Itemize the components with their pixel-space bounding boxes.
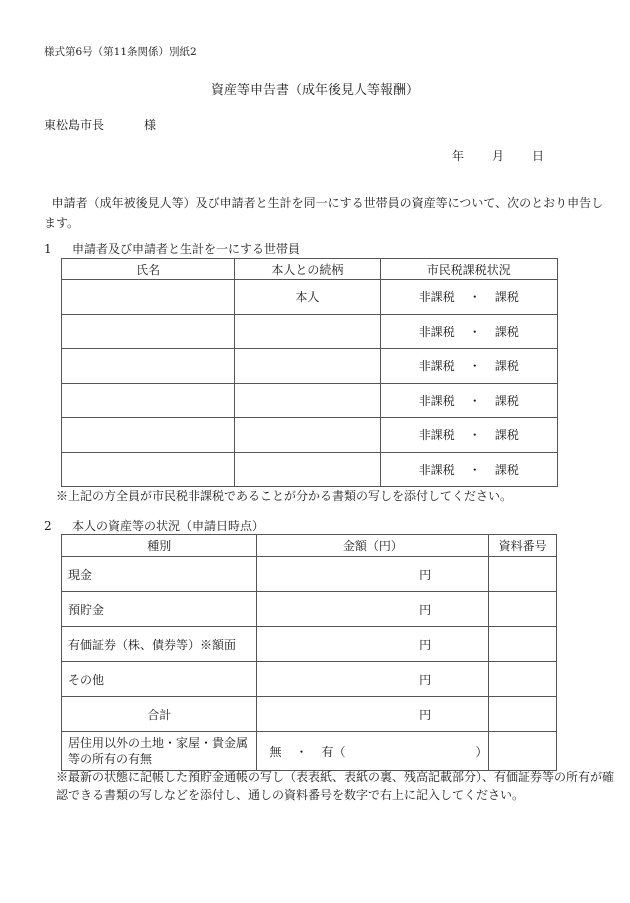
name-cell[interactable] (62, 383, 235, 418)
doc-number-cell[interactable] (489, 592, 557, 627)
name-cell[interactable] (62, 280, 235, 315)
table-row (62, 280, 558, 315)
tax-status-cell (380, 452, 557, 487)
property-presence-field[interactable] (257, 732, 489, 771)
option-non-taxable[interactable]: 非課税 (418, 324, 455, 339)
property-label: 居住用以外の土地・家屋・貴金属等の所有の有無 (62, 732, 257, 771)
col-header-doc-number: 資料番号 (489, 535, 557, 557)
household-table (61, 258, 558, 487)
table-row (62, 557, 557, 592)
col-header-amount: 金額（円） (257, 535, 489, 557)
kind-cell: 合計 (62, 697, 257, 732)
date-year-label: 年 (452, 149, 465, 163)
name-cell[interactable] (62, 349, 235, 384)
separator-dot: ・ (468, 324, 481, 339)
option-non-taxable[interactable]: 非課税 (418, 428, 455, 443)
table-row (62, 418, 558, 453)
kind-cell: 預貯金 (62, 592, 257, 627)
separator-dot: ・ (295, 744, 308, 759)
option-taxable[interactable]: 課税 (494, 393, 519, 408)
relation-cell[interactable] (235, 452, 380, 487)
table-row (62, 383, 558, 418)
intro-text (44, 193, 604, 233)
option-yes[interactable]: 有 (321, 744, 334, 759)
form-number: 様式第6号（第11条関係）別紙2 (44, 46, 197, 58)
date-day-label: 日 (532, 149, 545, 163)
section1-note: ※上記の方全員が市民税非課税であることが分かる書類の写しを添付してください。 (56, 489, 513, 503)
amount-cell[interactable] (257, 697, 489, 732)
separator-dot: ・ (468, 428, 481, 443)
kind-cell: その他 (62, 662, 257, 697)
section2-title: 本人の資産等の状況（申請日時点） (72, 519, 265, 533)
table-row (62, 452, 558, 487)
doc-number-cell[interactable] (489, 662, 557, 697)
option-taxable[interactable]: 課税 (494, 290, 519, 305)
option-taxable[interactable]: 課税 (494, 462, 519, 477)
date-month-label: 月 (492, 149, 505, 163)
doc-number-cell[interactable] (489, 697, 557, 732)
addressee-honorific: 様 (144, 118, 157, 132)
amount-cell[interactable] (257, 592, 489, 627)
amount-cell[interactable] (257, 557, 489, 592)
col-header-tax-status: 市民税課税状況 (380, 259, 557, 280)
paren-close: ） (475, 744, 488, 759)
option-non-taxable[interactable]: 非課税 (418, 290, 455, 305)
tax-status-cell (380, 280, 557, 315)
name-cell[interactable] (62, 418, 235, 453)
col-header-kind: 種別 (62, 535, 257, 557)
yen-unit: 円 (419, 567, 432, 582)
name-cell[interactable] (62, 452, 235, 487)
tax-status-cell (380, 349, 557, 384)
amount-cell[interactable] (257, 627, 489, 662)
yen-unit: 円 (419, 602, 432, 617)
option-non-taxable[interactable]: 非課税 (418, 359, 455, 374)
name-cell[interactable] (62, 314, 235, 349)
separator-dot: ・ (468, 359, 481, 374)
option-taxable[interactable]: 課税 (494, 428, 519, 443)
kind-cell: 有価証券（株、債券等）※額面 (62, 627, 257, 662)
col-header-relation: 本人との続柄 (235, 259, 380, 280)
relation-cell[interactable] (235, 314, 380, 349)
property-row (62, 732, 557, 771)
paren-open: （ (333, 744, 346, 759)
relation-cell[interactable] (235, 383, 380, 418)
separator-dot: ・ (468, 290, 481, 305)
addressee (44, 116, 156, 133)
yen-unit: 円 (419, 672, 432, 687)
page-title: 資産等申告書（成年後見人等報酬） (210, 83, 419, 98)
yen-unit: 円 (419, 637, 432, 652)
doc-number-cell[interactable] (489, 557, 557, 592)
amount-cell[interactable] (257, 662, 489, 697)
table-row (62, 627, 557, 662)
table-row (62, 697, 557, 732)
section2-number: 2 (44, 519, 52, 533)
section2-heading (44, 517, 264, 534)
option-none[interactable]: 無 (269, 744, 282, 759)
tax-status-cell (380, 418, 557, 453)
table-row (62, 349, 558, 384)
table-row (62, 662, 557, 697)
kind-cell: 現金 (62, 557, 257, 592)
option-non-taxable[interactable]: 非課税 (418, 462, 455, 477)
intro-body: 申請者（成年被後見人等）及び申請者と生計を同一にする世帯員の資産等について、次のとおり申告します。 (44, 196, 604, 230)
assets-table (61, 534, 557, 771)
yen-unit: 円 (419, 707, 432, 722)
option-taxable[interactable]: 課税 (494, 359, 519, 374)
relation-cell[interactable] (235, 418, 380, 453)
separator-dot: ・ (468, 393, 481, 408)
col-header-name: 氏名 (62, 259, 235, 280)
tax-status-cell (380, 314, 557, 349)
relation-cell[interactable]: 本人 (235, 280, 380, 315)
table-row (62, 592, 557, 627)
doc-number-cell[interactable] (489, 627, 557, 662)
table-header-row (62, 259, 558, 280)
tax-status-cell (380, 383, 557, 418)
option-non-taxable[interactable]: 非課税 (418, 393, 455, 408)
relation-cell[interactable] (235, 349, 380, 384)
property-doc-number-cell[interactable] (489, 732, 557, 771)
section2-note: ※最新の状態に記帳した預貯金通帳の写し（表表紙、表紙の裏、残高記載部分）、有価証券等の所有が確認できる書類の写しなどを添付し、通しの資料番号を数字で右上に記入してください。 (56, 770, 615, 802)
addressee-name: 東松島市長 (44, 118, 105, 132)
table-row (62, 314, 558, 349)
separator-dot: ・ (468, 462, 481, 477)
section1-title: 申請者及び申請者と生計を一にする世帯員 (72, 242, 301, 256)
table-header-row (62, 535, 557, 557)
date-field (452, 147, 544, 164)
section1-number: 1 (44, 242, 52, 256)
section1-heading (44, 240, 300, 257)
option-taxable[interactable]: 課税 (494, 324, 519, 339)
